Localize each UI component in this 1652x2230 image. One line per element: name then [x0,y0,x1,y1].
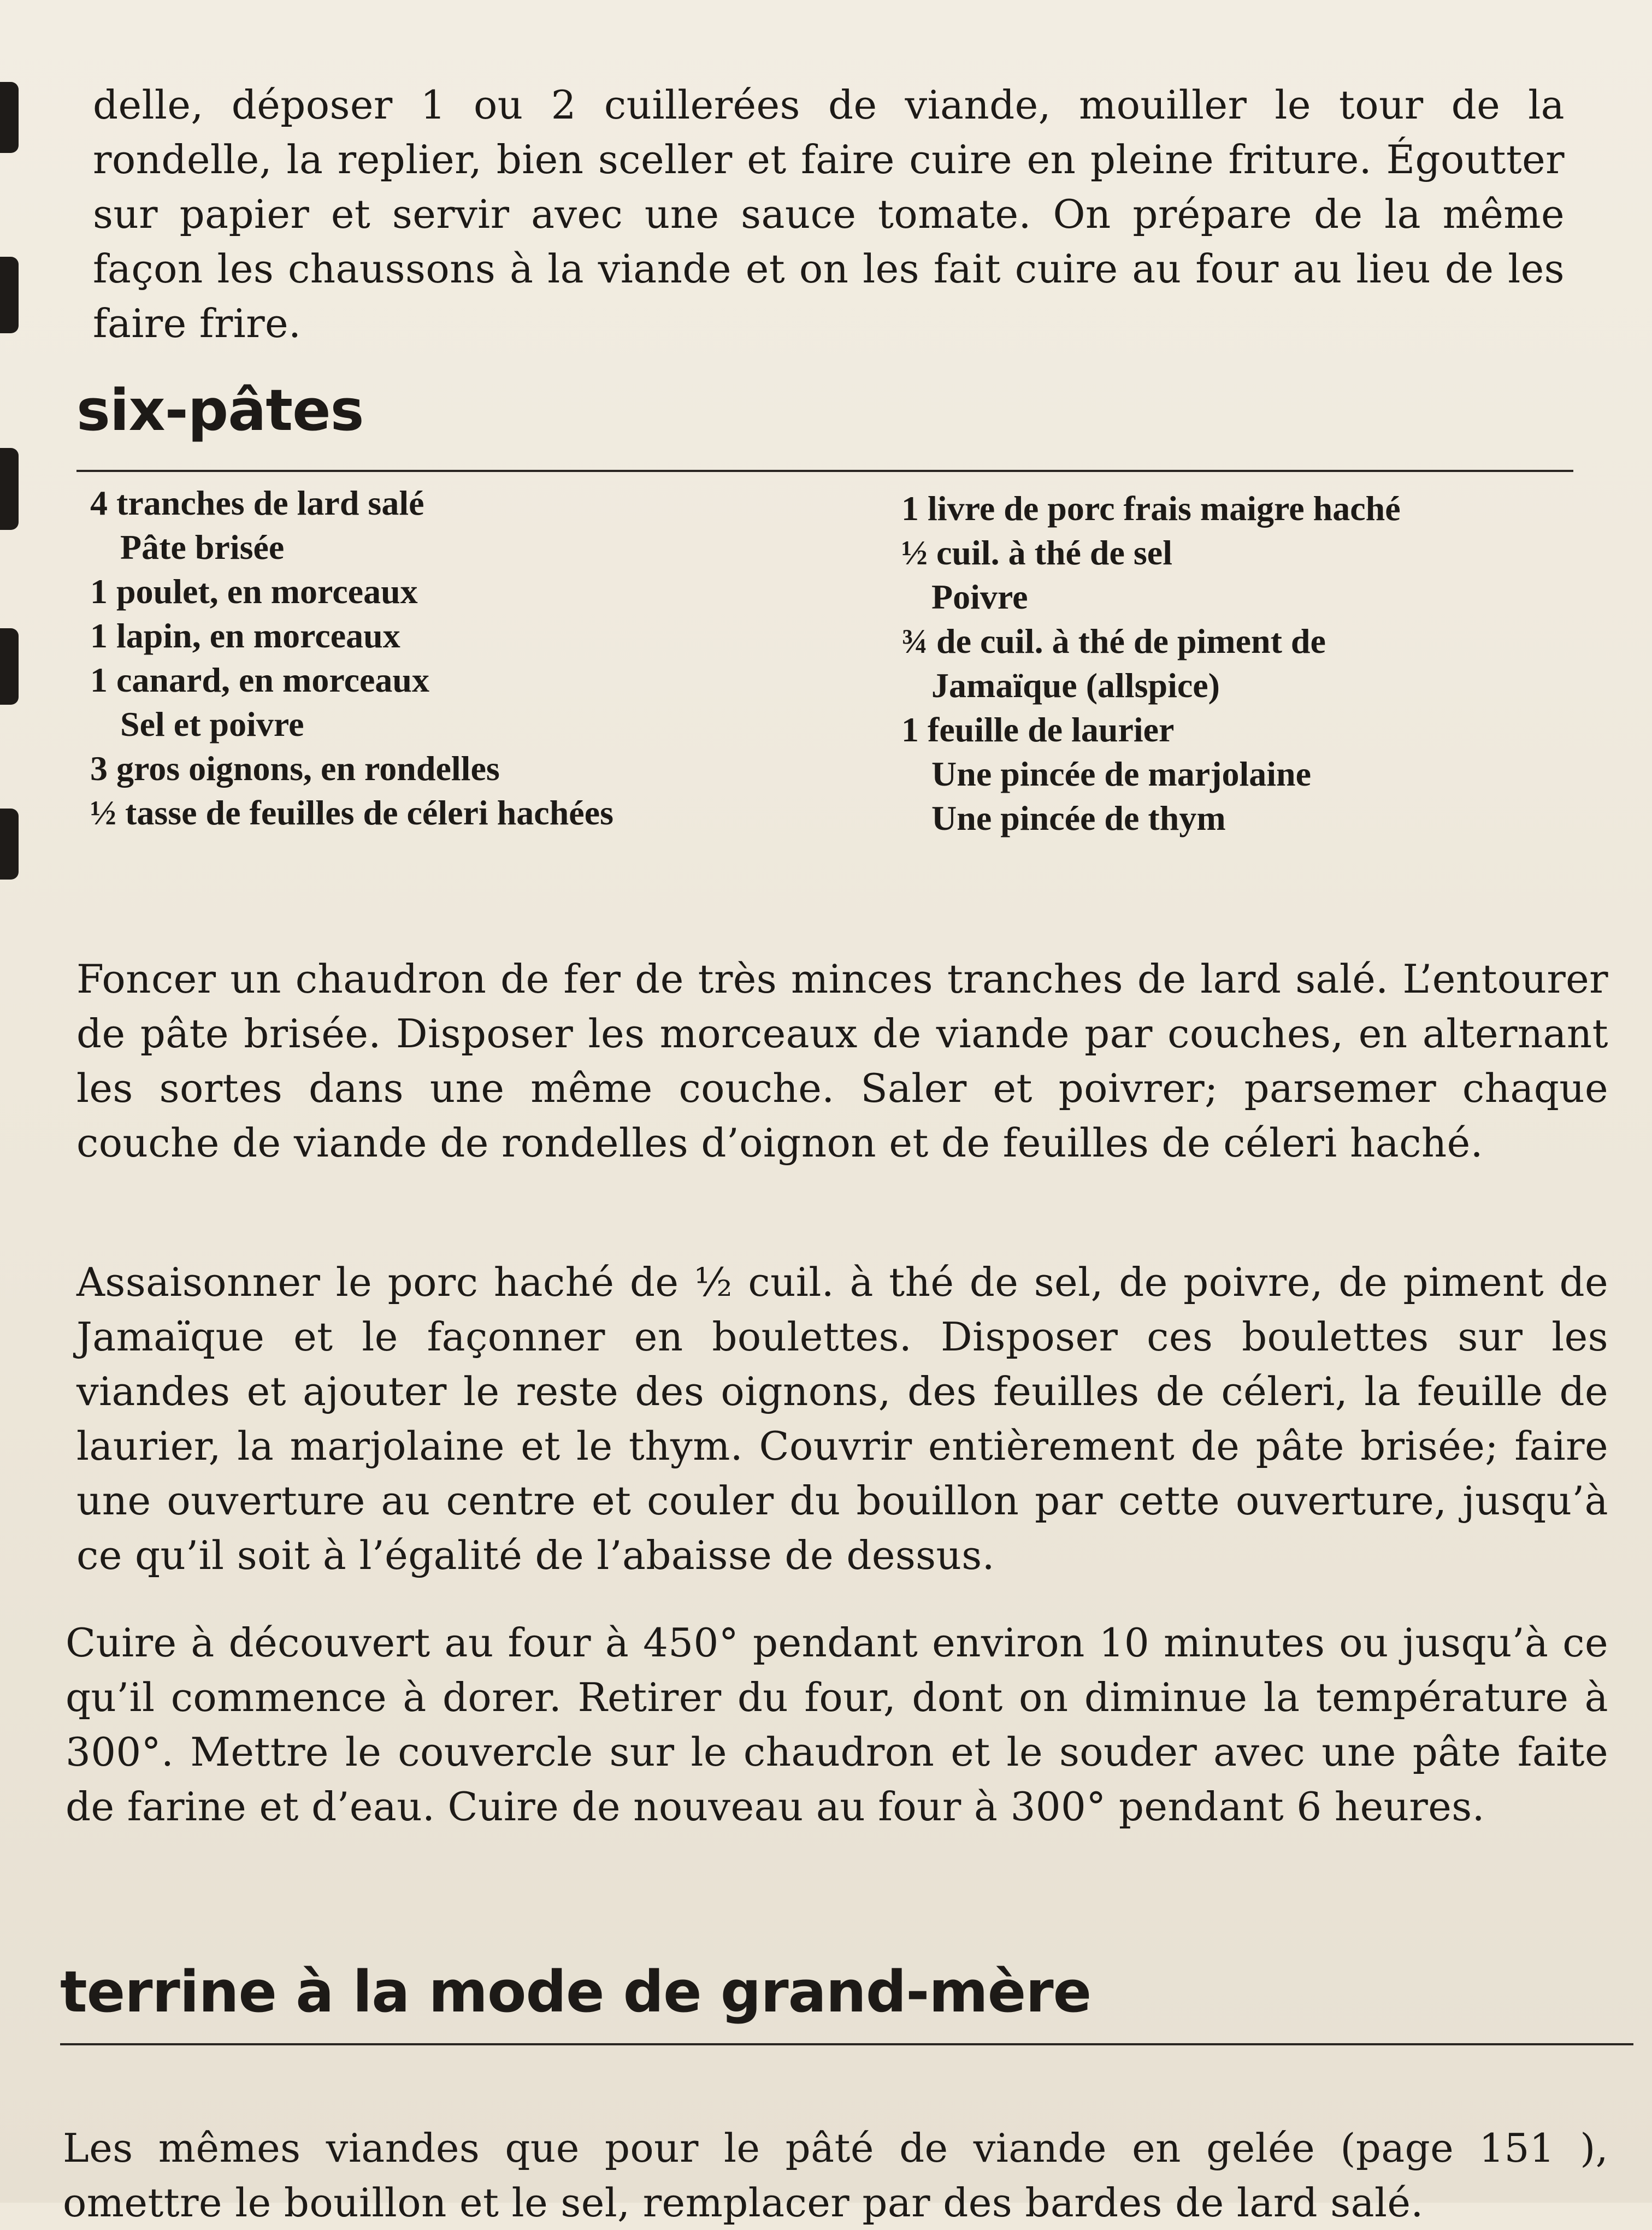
ingredient-item: 1 poulet, en morceaux [90,572,418,611]
binding-hole [0,82,19,153]
instruction-paragraph: Cuire à découvert au four à 450° pendant environ 10 minutes ou jusqu’à ce qu’il commence à dorer. Retirer du four, dont on diminue la température à 300°. Mettre le couvercle sur le chaudron et le souder avec une pâte faite de farine et d’eau. Cuire de nouveau au four à 300° pendant 6 heures. [66,1620,1608,1830]
intro-paragraph: delle, déposer 1 ou 2 cuillerées de viande, mouiller le tour de la rondelle, la replier, bien sceller et faire cuire en pleine friture. Égoutter sur papier et servir avec une sauce tomate. On prépare de la même façon les chaussons à la viande et on les fait cuire au four au lieu de les faire frire. [93,82,1565,346]
ingredient-item: ½ tasse de feuilles de céleri hachées [90,793,613,832]
ingredient-list-right [901,486,1557,840]
ingredient-item: 4 tranches de lard salé [90,483,424,522]
title-underline [76,470,1573,472]
ingredient-item: 3 gros oignons, en rondelles [90,749,500,788]
ingredient-item: 1 livre de porc frais maigre haché [901,489,1401,528]
ingredient-item: 1 lapin, en morceaux [90,616,400,655]
binding-hole [0,628,19,705]
binding-hole [0,257,19,333]
ingredient-item: ¾ de cuil. à thé de piment de [901,622,1326,660]
binding-hole [0,448,19,530]
recipe-title-terrine: terrine à la mode de grand-mère [60,1958,1092,2025]
terrine-paragraph: Les mêmes viandes que pour le pâté de viande en gelée (page 151 ), omettre le bouillon et le sel, remplacer par des bardes de lard salé. [63,2125,1608,2226]
ingredient-item: Sel et poivre [120,705,304,744]
instruction-paragraph: Foncer un chaudron de fer de très minces tranches de lard salé. L’entourer de pâte brisée. Disposer les morceaux de viande par couches, en alternant les sortes dans une même couche. Saler et poivrer; parsemer chaque couche de viande de rondelles d’oignon et de feuilles de céleri haché. [76,956,1608,1166]
ingredient-item: Poivre [931,577,1028,616]
ingredient-list-left [90,481,800,835]
ingredient-item: Jamaïque (allspice) [931,666,1220,705]
ingredient-item: Pâte brisée [120,528,285,567]
ingredient-item: Une pincée de marjolaine [931,754,1311,793]
ingredient-item: 1 canard, en morceaux [90,660,429,699]
instruction-paragraph: Assaisonner le porc haché de ½ cuil. à thé de sel, de poivre, de piment de Jamaïque et le façonner en boulettes. Disposer ces boulettes sur les viandes et ajouter le reste des oignons, des feuilles de céleri, la feuille de laurier, la marjolaine et le thym. Couvrir entièrement de pâte brisée; faire une ouverture au centre et couler du bouillon par cette ouverture, jusqu’à ce qu’il soit à l’égalité de l’abaisse de dessus. [76,1259,1608,1578]
ingredient-item: 1 feuille de laurier [901,710,1175,749]
ingredient-item: Une pincée de thym [931,799,1226,837]
ingredient-item: ½ cuil. à thé de sel [901,533,1172,572]
binding-hole [0,809,19,880]
recipe-title-six-pates: six-pâtes [76,377,364,444]
title-underline [60,2043,1633,2045]
